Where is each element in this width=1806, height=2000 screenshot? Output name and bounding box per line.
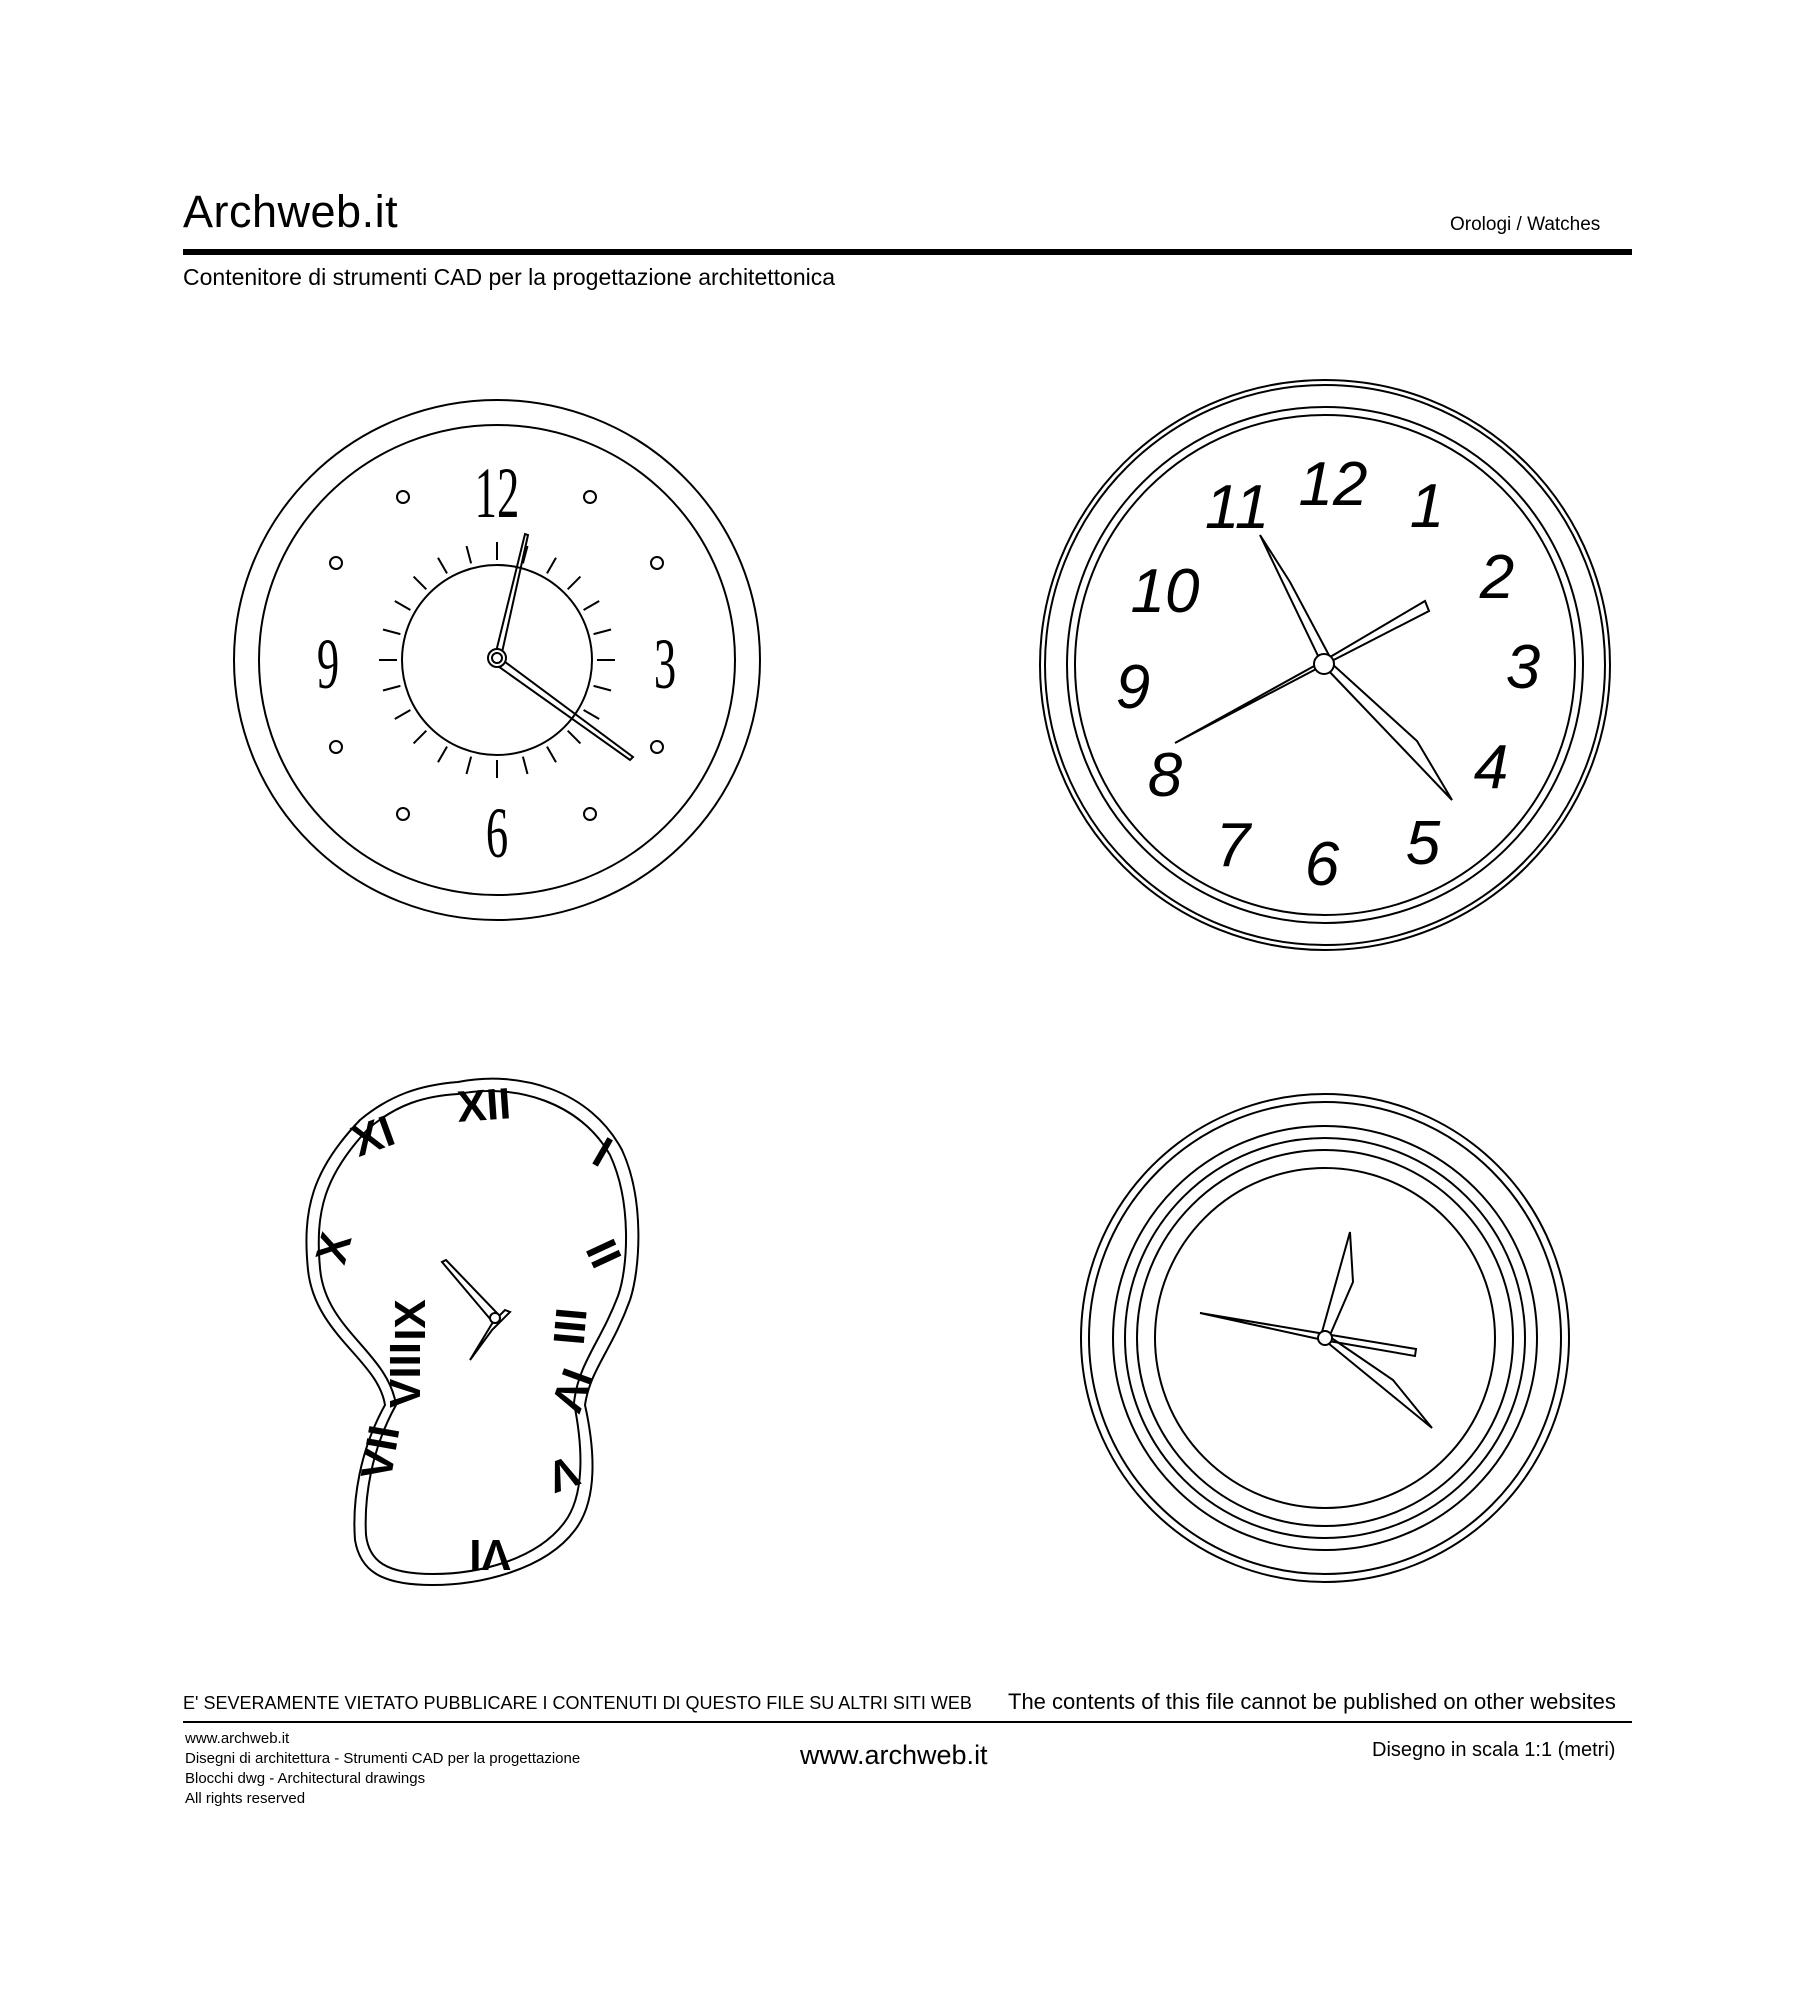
clock-3-numeral-VIII: VIII (381, 1341, 430, 1409)
clock-3-numeral-VI: VI (469, 1530, 511, 1579)
clock-1-tick (568, 731, 581, 744)
clock-1-roman-style (234, 400, 760, 920)
clock-3-numeral-II: II (575, 1232, 631, 1276)
warning-english: The contents of this file cannot be published on other websites (1008, 1689, 1616, 1714)
clock-2-numeral-5: 5 (1405, 809, 1441, 878)
clock-3-numeral-V: V (540, 1445, 586, 1502)
clock-3-numeral-XI: XI (345, 1106, 401, 1167)
clock-1-numeral-9: 9 (316, 624, 340, 704)
clock-1-tick (547, 747, 556, 763)
clock-2-hour-hand (1260, 535, 1331, 660)
clock-4-hour-hand (1322, 1232, 1353, 1335)
clock-1-tick (584, 601, 600, 610)
clock-2-arabic-style (1040, 380, 1610, 950)
clock-4-second-hand (1200, 1313, 1416, 1356)
clock-1-numeral-12: 12 (474, 453, 520, 533)
clock-3-numeral-I: I (584, 1128, 620, 1177)
clock-2-numeral-4: 4 (1473, 733, 1509, 802)
clock-2-numeral-8: 8 (1147, 741, 1183, 810)
clock-2-minute-hand (1326, 662, 1452, 800)
credit-line-description: Disegni di architettura - Strumenti CAD per la progettazione (185, 1750, 581, 1767)
clock-1-tick (584, 710, 600, 719)
clock-1-numeral-6: 6 (485, 793, 509, 873)
clock-2-numeral-11: 11 (1204, 473, 1270, 542)
credit-line-site[interactable]: www.archweb.it (185, 1730, 290, 1747)
clock-1-tick (523, 757, 528, 774)
clock-1-numeral-3: 3 (653, 624, 677, 704)
category-label: Orologi / Watches (1450, 214, 1601, 235)
clock-3-numeral-III: III (543, 1305, 596, 1347)
clock-3-hour-hand (442, 1260, 497, 1320)
clock-2-numeral-1: 1 (1409, 472, 1445, 541)
clock-3-numeral-IX: IX (386, 1299, 435, 1341)
clock-3-numeral-XII: XII (455, 1079, 513, 1132)
clock-2-numeral-3: 3 (1505, 633, 1541, 702)
clock-1-tick (414, 577, 427, 590)
scale-note: Disegno in scala 1:1 (metri) (1372, 1739, 1616, 1761)
clock-4-plain-style (1081, 1094, 1569, 1582)
clock-2-numeral-2: 2 (1479, 543, 1515, 612)
clock-2-numeral-7: 7 (1215, 811, 1251, 880)
clock-1-tick (467, 546, 472, 563)
footer-site-link[interactable]: www.archweb.it (800, 1740, 988, 1770)
clock-2-numeral-6: 6 (1304, 830, 1340, 899)
clock-1-tick (547, 558, 556, 574)
clock-3-numeral-X: X (306, 1227, 362, 1269)
clock-1-tick (395, 710, 411, 719)
clock-1-tick (568, 577, 581, 590)
clock-2-numeral-9: 9 (1115, 653, 1151, 722)
clock-1-tick (438, 747, 447, 763)
clock-2-numeral-10: 10 (1130, 557, 1200, 626)
clock-2-numeral-12: 12 (1298, 450, 1368, 519)
clock-2-numerals (1116, 450, 1540, 899)
clock-1-tick (594, 686, 611, 691)
clock-1-tick (383, 686, 400, 691)
clock-3-melting-style (306, 1079, 638, 1585)
clock-1-hour-hand (495, 534, 528, 657)
clock-1-tick (467, 757, 472, 774)
warning-italian: E' SEVERAMENTE VIETATO PUBBLICARE I CONTENUTI DI QUESTO FILE SU ALTRI SITI WEB (183, 1693, 972, 1713)
footer-divider (183, 1721, 1632, 1723)
clock-3-numeral-IV: IV (541, 1362, 602, 1418)
clock-1-minute-hand (495, 656, 633, 760)
clock-1-tick (438, 558, 447, 574)
credit-line-rights: All rights reserved (185, 1790, 306, 1807)
clock-1-tick (414, 731, 427, 744)
credit-line-blocks: Blocchi dwg - Architectural drawings (185, 1770, 426, 1787)
clock-1-tick (395, 601, 411, 610)
clock-1-tick (383, 630, 400, 635)
clock-1-tick (594, 630, 611, 635)
page-subtitle: Contenitore di strumenti CAD per la progettazione architettonica (183, 264, 836, 290)
brand-title: Archweb.it (183, 186, 399, 237)
clock-3-numeral-VII: VII (351, 1421, 410, 1484)
